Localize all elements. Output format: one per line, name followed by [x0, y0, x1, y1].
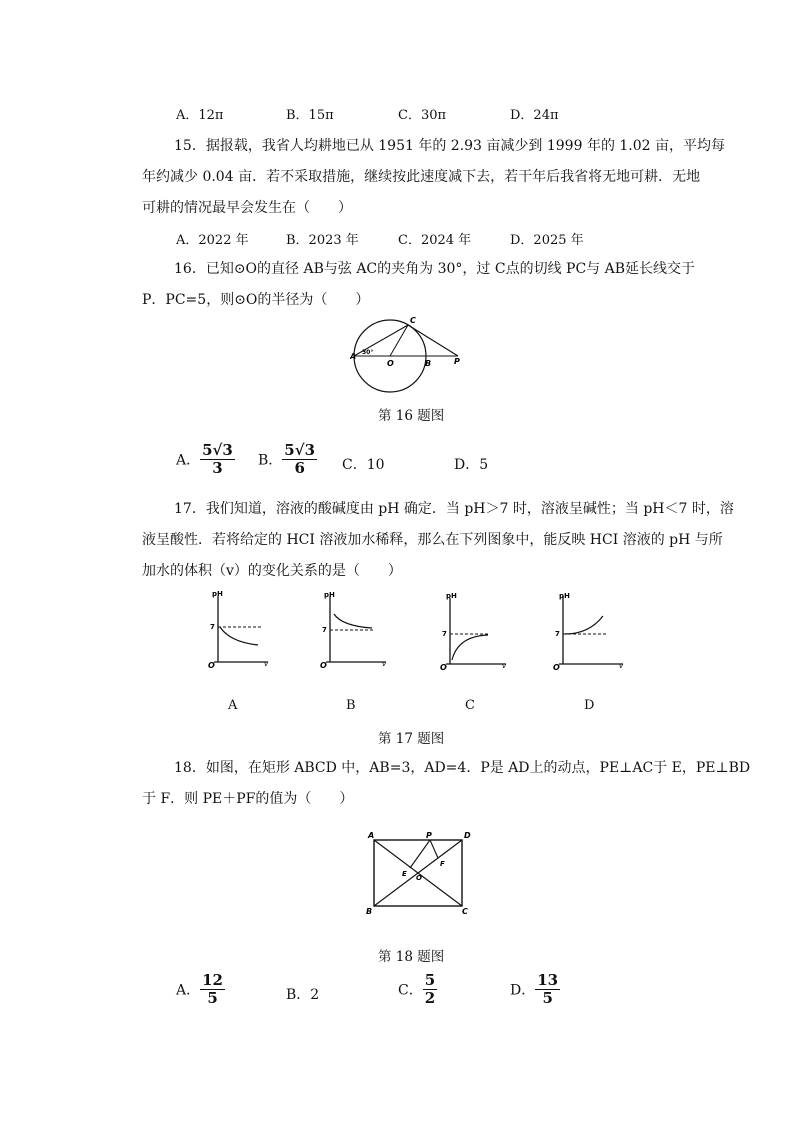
q18-option-c: C． $\frac{5}{2}$	[398, 971, 436, 1007]
q15-option-c: C．2024 年	[398, 233, 472, 248]
q17-label-b: B	[346, 698, 356, 713]
svg-text:v: v	[382, 660, 387, 668]
svg-text:O: O	[440, 663, 447, 672]
svg-text:pH: pH	[324, 591, 335, 599]
q16-text	[142, 254, 695, 316]
q18-option-b: B．2	[286, 987, 320, 1003]
q16-tangent-pc	[408, 325, 458, 356]
q16-label-c: C	[410, 316, 416, 325]
q16-option-a: A． $\frac{5√3}{3}$	[176, 441, 233, 477]
q15-option-a: A．2022 年	[176, 233, 249, 248]
q17-line-2: 液呈酸性．若将给定的 HCI 溶液加水稀释，那么在下列图象中，能反映 HCI 溶液的 pH 与所	[142, 532, 723, 548]
svg-text:v: v	[502, 662, 507, 670]
q16-caption: 第 16 题图	[378, 408, 445, 424]
svg-text:O: O	[208, 661, 215, 670]
q18-segment-pf	[430, 840, 438, 858]
svg-text:E: E	[402, 870, 407, 878]
q18-caption: 第 18 题图	[378, 949, 445, 965]
q18-option-d: D． $\frac{13}{5}$	[510, 971, 559, 1007]
q14-option-c: C．30π	[398, 108, 447, 123]
q17-label-d: D	[584, 698, 595, 713]
q17-line-1: 17．我们知道，溶液的酸碱度由 pH 确定．当 pH＞7 时，溶液呈碱性；当 pH＜7 时，溶	[174, 501, 734, 517]
q17-label-c: C	[465, 698, 475, 713]
svg-text:pH: pH	[212, 590, 223, 598]
q16-label-angle: 30°	[362, 349, 374, 356]
q18-text	[142, 753, 751, 815]
q17-graph-d	[545, 590, 629, 672]
q16-option-b: B． $\frac{5√3}{6}$	[258, 441, 316, 477]
svg-text:7: 7	[555, 630, 560, 638]
q17-graph-a	[200, 590, 272, 670]
q16-option-d: D．5	[454, 457, 489, 473]
q15-line-1: 15．据报载，我省人均耕地已从 1951 年的 2.93 亩减少到 1999 年的 1.02 亩，平均每	[174, 138, 726, 154]
svg-text:v: v	[264, 660, 269, 668]
q17-graph-b	[312, 590, 392, 670]
q16-label-p: P	[454, 357, 460, 366]
svg-text:v: v	[619, 662, 624, 670]
q14-option-b: B．15π	[286, 108, 334, 123]
q17-label-a: A	[228, 698, 238, 713]
svg-text:7: 7	[322, 626, 327, 634]
q14-option-a: A．12π	[176, 108, 224, 123]
q15-option-d: D．2025 年	[510, 233, 584, 248]
q18-figure	[362, 828, 474, 918]
svg-text:7: 7	[210, 623, 215, 631]
q18-segment-pe	[410, 840, 430, 868]
svg-text:D: D	[464, 831, 471, 840]
q18-line-2: 于 F．则 PE＋PF的值为（ ）	[142, 791, 354, 807]
svg-text:pH: pH	[446, 592, 457, 600]
q16-line-2: P．PC=5，则⊙O的半径为（ ）	[142, 292, 370, 308]
q17-caption: 第 17 题图	[378, 731, 445, 747]
q16-label-o: O	[387, 359, 394, 368]
q17-line-3: 加水的体积（v）的变化关系的是（ ）	[142, 563, 402, 579]
q17-graph-c	[432, 590, 512, 672]
svg-text:O: O	[320, 661, 327, 670]
svg-text:pH: pH	[559, 592, 570, 600]
svg-text:A: A	[368, 831, 375, 840]
q18-option-a: A． $\frac{12}{5}$	[176, 971, 223, 1007]
svg-text:O: O	[416, 874, 422, 882]
q18-line-1: 18．如图，在矩形 ABCD 中，AB=3，AD=4．P是 AD上的动点，PE⊥AC于 E，PE⊥BD	[174, 760, 751, 776]
q15-text	[142, 131, 726, 224]
q17-text	[142, 494, 734, 587]
q16-figure	[350, 314, 465, 394]
q15-line-3: 可耕的情况最早会发生在（ ）	[142, 200, 352, 216]
q16-label-b: B	[425, 359, 432, 368]
q16-label-a: A	[350, 352, 357, 361]
svg-text:7: 7	[442, 630, 447, 638]
svg-text:P: P	[426, 831, 432, 840]
q16-option-c: C．10	[342, 457, 385, 473]
svg-text:O: O	[553, 663, 560, 672]
svg-text:F: F	[440, 860, 445, 868]
svg-text:B: B	[366, 907, 373, 916]
svg-text:C: C	[462, 907, 468, 916]
q14-option-d: D．24π	[510, 108, 559, 123]
q16-line-1: 16．已知⊙O的直径 AB与弦 AC的夹角为 30°，过 C点的切线 PC与 AB延长线交于	[174, 261, 695, 277]
q15-line-2: 年约减少 0.04 亩．若不采取措施，继续按此速度减下去，若干年后我省将无地可耕．无地	[142, 169, 701, 185]
q15-option-b: B．2023 年	[286, 233, 359, 248]
